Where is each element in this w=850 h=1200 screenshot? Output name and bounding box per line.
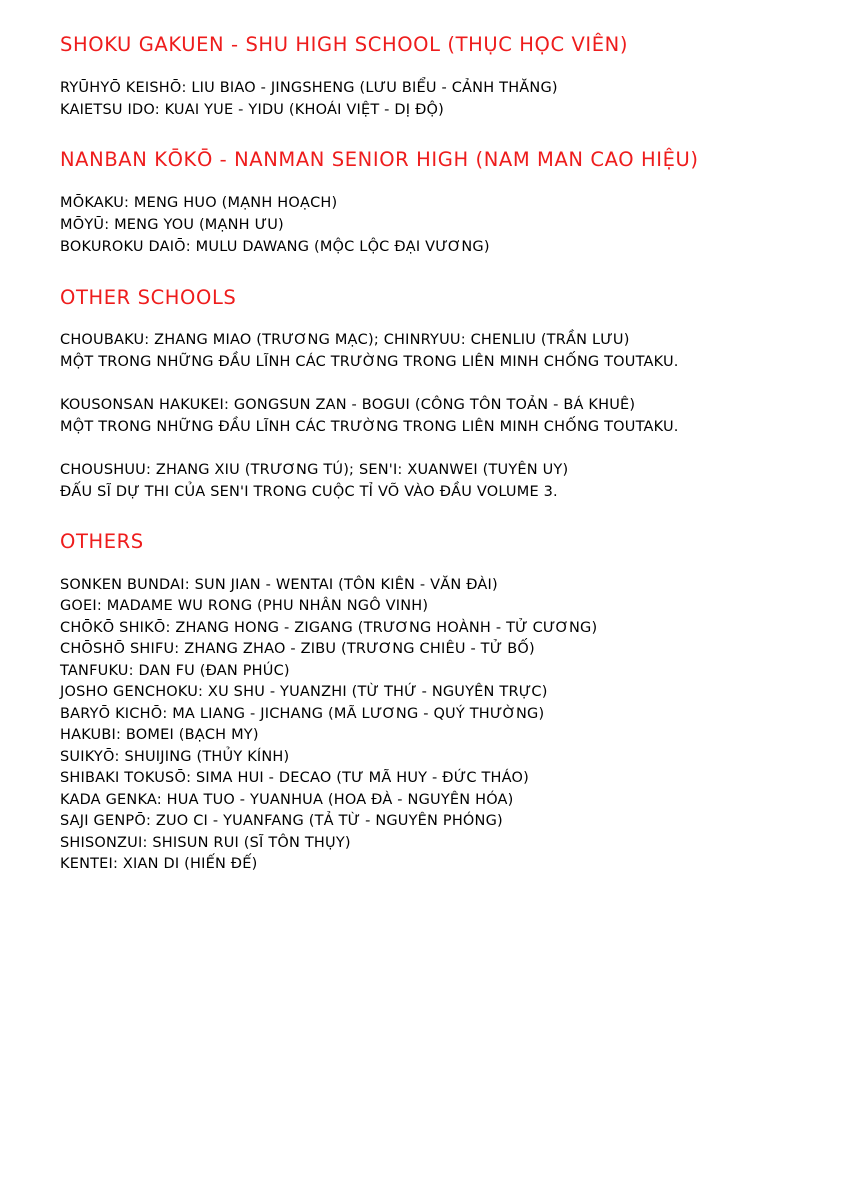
character-line: RYŪHYŌ KEISHŌ: LIU BIAO - JINGSHENG (LƯU BIỂU - CẢNH THĂNG) [60,80,558,96]
section-heading-other-schools: OTHER SCHOOLS [60,286,237,309]
character-line: KAIETSU IDO: KUAI YUE - YIDU (KHOÁI VIỆT - DỊ ĐỘ) [60,102,444,118]
character-line: HAKUBI: BOMEI (BẠCH MY) [60,727,259,743]
character-note: MỘT TRONG NHỮNG ĐẦU LĨNH CÁC TRƯỜNG TRONG LIÊN MINH CHỐNG TOUTAKU. [60,354,679,370]
section-heading-shoku-gakuen: SHOKU GAKUEN - SHU HIGH SCHOOL (THỤC HỌC VIÊN) [60,33,629,56]
character-line: SAJI GENPŌ: ZUO CI - YUANFANG (TẢ TỪ - NGUYÊN PHÓNG) [60,813,503,829]
character-line: MŌYŪ: MENG YOU (MẠNH ƯU) [60,217,284,233]
character-note: ĐẤU SĨ DỰ THI CỦA SEN'I TRONG CUỘC TỈ VÕ VÀO ĐẦU VOLUME 3. [60,484,558,500]
section-heading-others: OTHERS [60,530,144,553]
character-line: KOUSONSAN HAKUKEI: GONGSUN ZAN - BOGUI (CÔNG TÔN TOẢN - BÁ KHUÊ) [60,397,636,413]
character-line: BARYŌ KICHŌ: MA LIANG - JICHANG (MÃ LƯƠNG - QUÝ THƯỜNG) [60,706,545,722]
character-line: MŌKAKU: MENG HUO (MẠNH HOẠCH) [60,195,338,211]
character-line: CHOUSHUU: ZHANG XIU (TRƯƠNG TÚ); SEN'I: XUANWEI (TUYÊN UY) [60,462,569,478]
section-heading-nanban-koko: NANBAN KŌKŌ - NANMAN SENIOR HIGH (NAM MAN CAO HIỆU) [60,148,699,171]
character-line: BOKUROKU DAIŌ: MULU DAWANG (MỘC LỘC ĐẠI VƯƠNG) [60,239,490,255]
character-line: SUIKYŌ: SHUIJING (THỦY KÍNH) [60,749,290,765]
character-line: CHŌSHŌ SHIFU: ZHANG ZHAO - ZIBU (TRƯƠNG CHIÊU - TỬ BỐ) [60,641,535,657]
character-note: MỘT TRONG NHỮNG ĐẦU LĨNH CÁC TRƯỜNG TRONG LIÊN MINH CHỐNG TOUTAKU. [60,419,679,435]
character-line: CHOUBAKU: ZHANG MIAO (TRƯƠNG MẠC); CHINRYUU: CHENLIU (TRẦN LƯU) [60,332,630,348]
character-line: GOEI: MADAME WU RONG (PHU NHÂN NGÔ VINH) [60,598,429,614]
character-line: TANFUKU: DAN FU (ĐAN PHÚC) [60,663,290,679]
character-line: SHISONZUI: SHISUN RUI (SĨ TÔN THỤY) [60,835,351,851]
character-line: KENTEI: XIAN DI (HIẾN ĐẾ) [60,856,258,872]
character-line: KADA GENKA: HUA TUO - YUANHUA (HOA ĐÀ - NGUYÊN HÓA) [60,792,514,808]
character-line: SONKEN BUNDAI: SUN JIAN - WENTAI (TÔN KIÊN - VĂN ĐÀI) [60,577,498,593]
character-line: SHIBAKI TOKUSŌ: SIMA HUI - DECAO (TƯ MÃ HUY - ĐỨC THÁO) [60,770,529,786]
character-line: JOSHO GENCHOKU: XU SHU - YUANZHI (TỪ THỨ - NGUYÊN TRỰC) [60,684,548,700]
character-line: CHŌKŌ SHIKŌ: ZHANG HONG - ZIGANG (TRƯƠNG HOÀNH - TỬ CƯƠNG) [60,620,598,636]
